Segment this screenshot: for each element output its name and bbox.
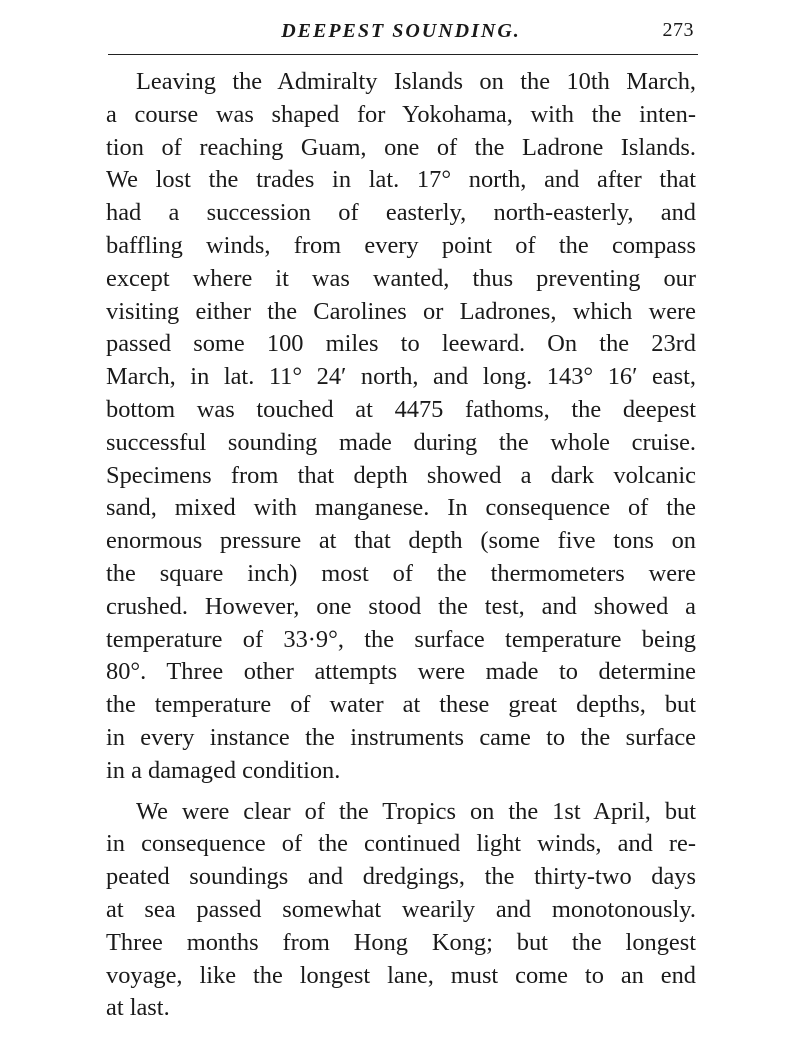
paragraph-1: [106, 66, 696, 788]
text-line: a course was shaped for Yokohama, with the inten-: [106, 100, 696, 128]
text-line: baffling winds, from every point of the compass: [106, 231, 696, 259]
text-line: crushed. However, one stood the test, and showed a: [106, 592, 696, 620]
text-line: We were clear of the Tropics on the 1st April, but: [136, 797, 696, 825]
running-title: DEEPEST SOUNDING.: [281, 20, 521, 42]
text-line: temperature of 33·9°, the surface temperature being: [106, 625, 696, 653]
text-line: had a succession of easterly, north-easterly, and: [106, 199, 696, 227]
text-line: 80°. Three other attempts were made to determine: [106, 658, 696, 686]
text-line: tion of reaching Guam, one of the Ladrone Islands.: [106, 133, 696, 161]
text-line: Three months from Hong Kong; but the longest: [106, 928, 696, 956]
text-line: in a damaged condition.: [106, 756, 341, 784]
header-rule: [108, 54, 698, 55]
text-line: Specimens from that depth showed a dark volcanic: [106, 461, 696, 489]
text-line: in consequence of the continued light winds, and re-: [106, 830, 696, 858]
text-line: voyage, like the longest lane, must come to an end: [106, 961, 696, 989]
paragraph-2: [106, 796, 696, 1026]
text-line: March, in lat. 11° 24′ north, and long. 143° 16′ east,: [106, 363, 696, 391]
text-line: Leaving the Admiralty Islands on the 10th March,: [136, 68, 696, 95]
paragraph-gap: [106, 788, 696, 796]
text-line: in every instance the instruments came to the surface: [106, 723, 696, 751]
text-line: enormous pressure at that depth (some five tons on: [106, 527, 696, 555]
text-line: peated soundings and dredgings, the thirty-two days: [106, 863, 696, 891]
text-line: We lost the trades in lat. 17° north, and after that: [106, 166, 696, 194]
text-line: successful sounding made during the whole cruise.: [106, 428, 696, 456]
text-line: at sea passed somewhat wearily and monotonously.: [106, 895, 696, 923]
text-line: the temperature of water at these great depths, but: [106, 691, 696, 719]
text-line: bottom was touched at 4475 fathoms, the deepest: [106, 395, 696, 423]
text-line: sand, mixed with manganese. In consequence of the: [106, 494, 696, 522]
text-line: the square inch) most of the thermometers were: [106, 559, 696, 587]
body-text: [106, 66, 696, 1025]
page-number: 273: [662, 19, 694, 41]
text-line: passed some 100 miles to leeward. On the 23rd: [106, 330, 696, 358]
text-line: visiting either the Carolines or Ladrones, which were: [106, 297, 696, 325]
text-line: at last.: [106, 994, 170, 1022]
text-line: except where it was wanted, thus preventing our: [106, 264, 696, 292]
running-head: [108, 16, 694, 46]
